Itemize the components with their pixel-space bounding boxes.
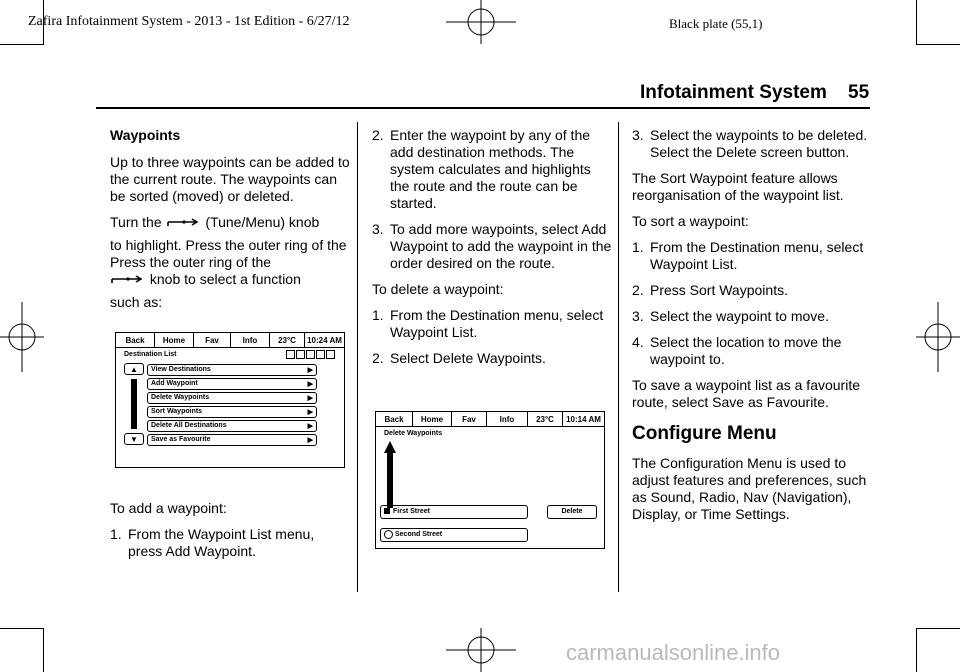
status-icons [286, 350, 338, 360]
screen-tab-bar [116, 333, 344, 348]
tune-menu-knob-icon [166, 218, 202, 228]
scrollbar-track[interactable] [131, 379, 137, 429]
list-item: 2. Press Sort Waypoints. [632, 282, 788, 298]
delete-button[interactable]: Delete [547, 505, 597, 519]
configure-menu-heading: Configure Menu [632, 423, 777, 444]
paragraph: To add a waypoint: [110, 500, 227, 516]
list-item: 3. Select the waypoint to move. [632, 308, 829, 324]
page-number: 55 [848, 82, 870, 103]
list-item: 2. Enter the waypoint by any of the add destination methods. The system calculates and highlights the route and the route can be started. [372, 127, 591, 211]
crop-mark [43, 628, 44, 672]
crop-mark [916, 0, 917, 45]
list-item: 3. To add more waypoints, select Add Waypoint to add the waypoint in the order desired on the route. [372, 221, 612, 271]
print-header-right: Black plate (55,1) [669, 16, 763, 31]
registration-mark-bottom [446, 628, 516, 672]
list-item: 1. From the Destination menu, select Waypoint List. [372, 307, 604, 340]
column-1-lower [110, 500, 350, 560]
print-header-left: Zafira Infotainment System - 2013 - 1st Edition - 6/27/12 [28, 14, 350, 29]
tab-home[interactable]: Home [155, 333, 194, 347]
tab-info[interactable]: Info [487, 412, 528, 426]
paragraph: Turn the (Tune/Menu) knob [110, 214, 320, 230]
chevron-right-icon: ▶ [307, 395, 313, 402]
watermark: carmanualsonline.info [566, 640, 781, 665]
chevron-right-icon: ▶ [307, 409, 313, 416]
paragraph: To sort a waypoint: [632, 213, 749, 229]
paragraph: Up to three waypoints can be added to the current route. The waypoints can be sorted (moved) or deleted. [110, 154, 350, 204]
temperature-readout: 23°C [270, 333, 305, 347]
temperature-readout: 23°C [528, 412, 563, 426]
tab-back[interactable]: Back [116, 333, 155, 347]
clock-readout: 10:14 AM [566, 414, 601, 424]
chevron-right-icon: ▶ [307, 381, 313, 388]
header-rule [96, 107, 870, 109]
menu-item-sort-waypoints[interactable]: Sort Waypoints ▶ [147, 406, 317, 418]
delete-waypoints-screen [375, 411, 605, 549]
tune-menu-knob-icon [110, 275, 146, 285]
paragraph: to highlight. Press the outer ring of the Press the outer ring of the [110, 237, 347, 270]
list-item: 2. Select Delete Waypoints. [372, 350, 546, 366]
waypoint-item-first-street[interactable]: First Street [380, 505, 528, 519]
column-1 [110, 127, 350, 320]
list-item: 1. From the Waypoint List menu, press Add Waypoint. [110, 526, 315, 559]
tab-fav[interactable]: Fav [452, 412, 487, 426]
menu-item-delete-waypoints[interactable]: Delete Waypoints ▶ [147, 392, 317, 404]
crop-mark [916, 628, 960, 629]
paragraph: To save a waypoint list as a favourite route, select Save as Favourite. [632, 377, 861, 410]
paragraph: such as: [110, 294, 163, 310]
menu-item-add-waypoint[interactable]: Add Waypoint ▶ [147, 378, 317, 390]
section-title: Infotainment System [640, 82, 827, 103]
list-item: 3. Select the waypoints to be deleted. Select the Delete screen button. [632, 127, 868, 160]
crop-mark [916, 628, 917, 672]
paragraph: knob to select a function [110, 271, 350, 288]
crop-mark [916, 44, 960, 45]
scroll-down-button[interactable]: ▼ [124, 433, 144, 445]
crop-mark [0, 628, 44, 629]
column-divider [357, 122, 358, 592]
tab-home[interactable]: Home [413, 412, 452, 426]
flag-icon [384, 508, 390, 514]
column-3 [632, 127, 872, 532]
paragraph: To delete a waypoint: [372, 281, 504, 297]
crop-mark [0, 44, 44, 45]
tab-info[interactable]: Info [231, 333, 270, 347]
chevron-right-icon: ▶ [307, 423, 313, 430]
scroll-up-button[interactable]: ▲ [124, 363, 144, 375]
list-item: 1. From the Destination menu, select Waypoint List. [632, 239, 864, 272]
chevron-right-icon: ▶ [307, 367, 313, 374]
screen-title: Destination List [124, 351, 177, 358]
clock-readout: 10:24 AM [307, 335, 342, 345]
page-title [640, 82, 869, 104]
registration-mark-left [0, 302, 44, 372]
menu-item-view-destinations[interactable]: View Destinations ▶ [147, 364, 317, 376]
waypoints-heading: Waypoints [110, 127, 181, 143]
paragraph: The Configuration Menu is used to adjust features and preferences, such as Sound, Radio, Nav (Navigation), Display, or Time Settings. [632, 455, 867, 522]
screen-title: Delete Waypoints [384, 430, 443, 437]
paragraph: The Sort Waypoint feature allows reorganisation of the waypoint list. [632, 170, 844, 203]
tab-fav[interactable]: Fav [194, 333, 231, 347]
scrollbar-track[interactable] [387, 452, 393, 508]
waypoint-item-second-street[interactable]: Second Street [380, 528, 528, 542]
registration-mark-top [446, 0, 516, 44]
registration-mark-right [916, 302, 960, 372]
list-item: 4. Select the location to move the waypoint to. [632, 334, 842, 367]
menu-item-delete-all-destinations[interactable]: Delete All Destinations ▶ [147, 420, 317, 432]
column-2 [372, 127, 612, 367]
menu-item-save-as-favourite[interactable]: Save as Favourite ▶ [147, 434, 317, 446]
destination-marker-icon [384, 530, 393, 539]
screen-tab-bar [376, 412, 604, 427]
destination-list-screen [115, 332, 345, 468]
column-divider [618, 122, 619, 592]
chevron-right-icon: ▶ [307, 437, 313, 444]
tab-back[interactable]: Back [376, 412, 413, 426]
